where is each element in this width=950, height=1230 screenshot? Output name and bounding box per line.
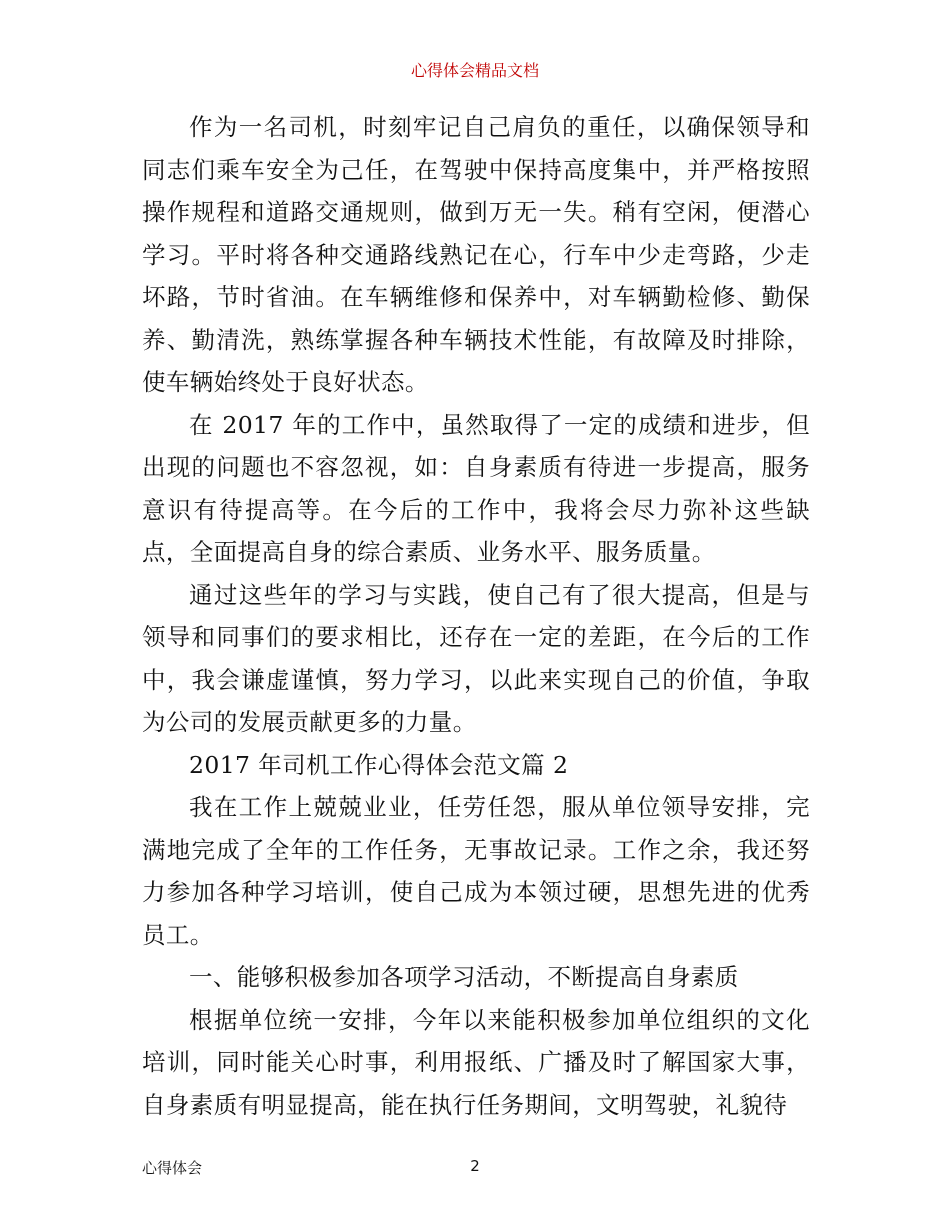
subsection-heading: 一、能够积极参加各项学习活动，不断提高自身素质 — [189, 963, 739, 991]
footer-label: 心得体会 — [142, 1159, 203, 1177]
paragraph: 根据单位统一安排，今年以来能积极参加单位组织的文化培训，同时能关心时事，利用报纸、广播及时了解国家大事，自身素质有明显提高，能在执行任务期间，文明驾驶，礼貌待 — [142, 1005, 810, 1119]
section-heading: 2017 年司机工作心得体会范文篇 2 — [189, 750, 569, 779]
paragraph: 通过这些年的学习与实践，使自己有了很大提高，但是与领导和同事们的要求相比，还存在一定的差距，在今后的工作中，我会谦虚谨慎，努力学习，以此来实现自己的价值，争取为公司的发展贡献更多的力量。 — [142, 580, 810, 736]
paragraph: 作为一名司机，时刻牢记自己肩负的重任，以确保领导和同志们乘车安全为己任，在驾驶中保持高度集中，并严格按照操作规程和道路交通规则，做到万无一失。稍有空闲，便潜心学习。平时将各种交通路线熟记在心，行车中少走弯路，少走坏路，节时省油。在车辆维修和保养中，对车辆勤检修、勤保养、勤清洗，熟练掌握各种车辆技术性能，有故障及时排除，使车辆始终处于良好状态。 — [142, 113, 810, 396]
paragraph: 在 2017 年的工作中，虽然取得了一定的成绩和进步，但出现的问题也不容忽视，如：自身素质有待进一步提高，服务意识有待提高等。在今后的工作中，我将会尽力弥补这些缺点，全面提高自身的综合素质、业务水平、服务质量。 — [142, 410, 810, 566]
paragraph: 我在工作上兢兢业业，任劳任怨，服从单位领导安排，完满地完成了全年的工作任务，无事故记录。工作之余，我还努力参加各种学习培训，使自己成为本领过硬，思想先进的优秀员工。 — [142, 793, 810, 949]
document-header: 心得体会精品文档 — [410, 61, 539, 80]
document-body — [142, 106, 810, 1126]
page-number: 2 — [470, 1157, 480, 1175]
